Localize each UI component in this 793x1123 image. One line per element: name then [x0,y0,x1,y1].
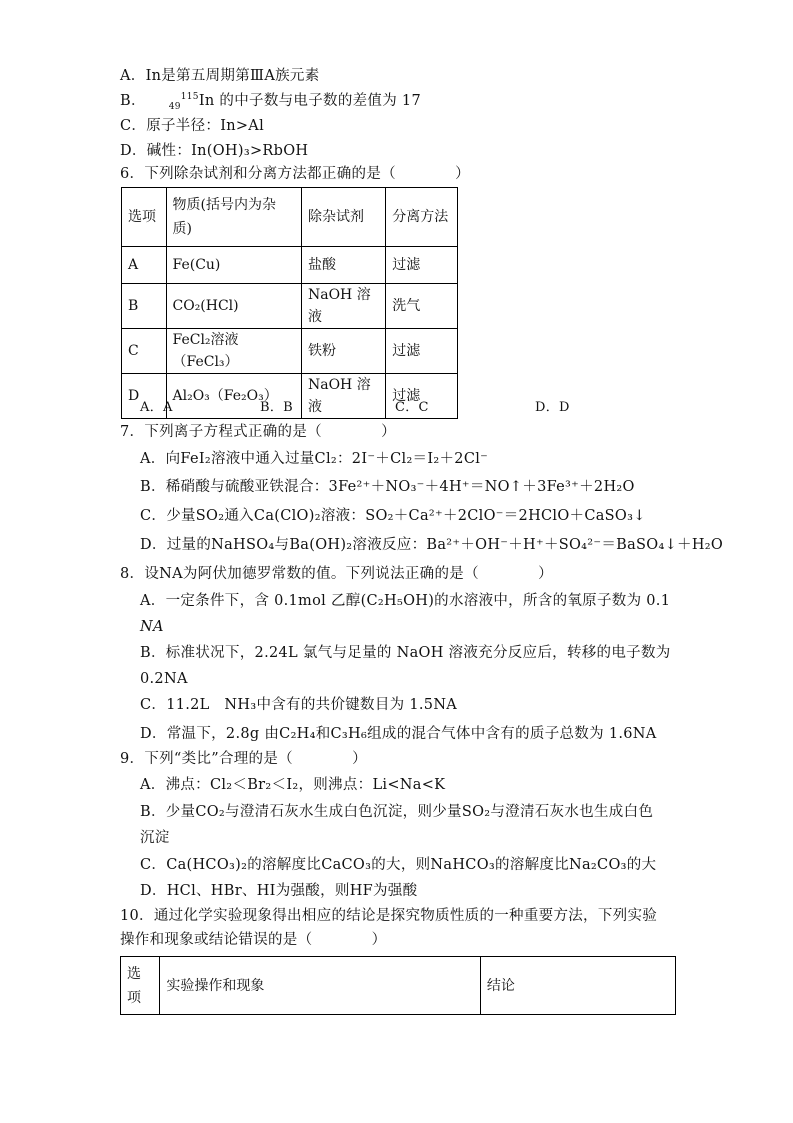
q6-cell: CO₂(HCl) [166,284,301,329]
q6-header-substance: 物质(括号内为杂质) [166,188,301,247]
q7-option-d: D．过量的NaHSO₄与Ba(OH)₂溶液反应：Ba²⁺＋OH⁻＋H⁺＋SO₄²⁻＝BaSO₄↓＋H₂O [140,537,724,553]
q5-option-c: C．原子半径：In>Al [120,118,265,134]
q6-choice-a: A．A [140,400,173,415]
q5-option-b-prefix: B． [120,93,146,109]
q6-cell: 铁粉 [301,329,385,374]
q8-option-b-line2: 0.2NA [140,671,188,687]
table-row [122,284,458,329]
q5-option-b [120,91,421,111]
q6-cell: 过滤 [386,374,458,419]
q6-stem: 6．下列除杂试剂和分离方法都正确的是（ ） [120,166,470,182]
q6-header-method: 分离方法 [386,188,458,247]
q9-stem: 9．下列“类比”合理的是（ ） [120,751,367,767]
q6-cell: Al₂O₃（Fe₂O₃） [166,374,301,419]
q8-option-a-line2: NA [140,619,164,635]
q5-b-superscript: 115 [180,92,199,103]
q6-choice-b: B．B [260,400,294,415]
q8-option-c: C．11.2L NH₃中含有的共价键数目为 1.5NA [140,697,458,713]
q6-cell: 过滤 [386,329,458,374]
table-row [122,329,458,374]
q9-option-a: A．沸点：Cl₂＜Br₂＜I₂，则沸点：Li<Na<K [140,777,446,793]
q6-cell: C [122,329,167,374]
q6-cell: NaOH 溶液 [301,374,385,419]
q6-cell: 洗气 [386,284,458,329]
q8-option-d: D．常温下，2.8g 由C₂H₄和C₃H₆组成的混合气体中含有的质子总数为 1.6NA [140,726,657,742]
q5-option-a: A．In是第五周期第ⅢA族元素 [120,68,320,84]
q6-cell: D [122,374,167,419]
q6-cell: 盐酸 [301,247,385,284]
q5-option-d: D．碱性：In(OH)₃>RbOH [120,143,309,159]
q6-header-option: 选项 [122,188,167,247]
q8-option-b-line1: B．标准状况下，2.24L 氯气与足量的 NaOH 溶液充分反应后，转移的电子数为 [140,645,671,661]
q9-option-c: C．Ca(HCO₃)₂的溶解度比CaCO₃的大，则NaHCO₃的溶解度比Na₂CO₃的大 [140,857,657,873]
q6-cell: B [122,284,167,329]
q7-option-a: A．向FeI₂溶液中通入过量Cl₂：2I⁻＋Cl₂＝I₂＋2Cl⁻ [140,451,489,467]
q5-b-subscript: 49 [168,101,181,112]
q6-table-header-row [122,188,458,247]
q10-header-conclusion: 结论 [480,957,675,1015]
q6-choice-d: D．D [535,400,570,415]
q10-table-header-row [121,957,676,1015]
q6-cell: A [122,247,167,284]
q6-cell: 过滤 [386,247,458,284]
q9-option-b-line2: 沉淀 [140,830,170,846]
q6-cell: NaOH 溶液 [301,284,385,329]
q5-option-b-text: In 的中子数与电子数的差值为 17 [198,93,421,109]
q8-stem: 8．设NA为阿伏加德罗常数的值。下列说法正确的是（ ） [120,566,553,582]
q10-stem-line2: 操作和现象或结论错误的是（ ） [120,932,387,948]
q10-table [120,956,676,1015]
q7-option-c: C．少量SO₂通入Ca(ClO)₂溶液：SO₂＋Ca²⁺＋2ClO⁻＝2HClO＋CaSO₃↓ [140,508,646,524]
q6-cell: Fe(Cu) [166,247,301,284]
q7-option-b: B．稀硝酸与硫酸亚铁混合：3Fe²⁺＋NO₃⁻＋4H⁺＝NO↑＋3Fe³⁺＋2H₂O [140,479,635,495]
q6-choice-c: C．C [395,400,429,415]
q6-header-reagent: 除杂试剂 [301,188,385,247]
q10-header-option: 选项 [121,957,160,1015]
q10-stem-line1: 10．通过化学实验现象得出相应的结论是探究物质性质的一种重要方法，下列实验 [120,908,658,924]
q8-option-a-line1: A．一定条件下，含 0.1mol 乙醇(C₂H₅OH)的水溶液中，所含的氧原子数为 0.1 [140,593,671,609]
q10-header-operation: 实验操作和现象 [160,957,480,1015]
q6-cell: FeCl₂溶液（FeCl₃） [166,329,301,374]
q9-option-b-line1: B．少量CO₂与澄清石灰水生成白色沉淀，则少量SO₂与澄清石灰水也生成白色 [140,804,654,820]
table-row [122,247,458,284]
q7-stem: 7．下列离子方程式正确的是（ ） [120,424,396,440]
q9-option-d: D．HCl、HBr、HI为强酸，则HF为强酸 [140,883,418,899]
q6-table [121,187,458,419]
